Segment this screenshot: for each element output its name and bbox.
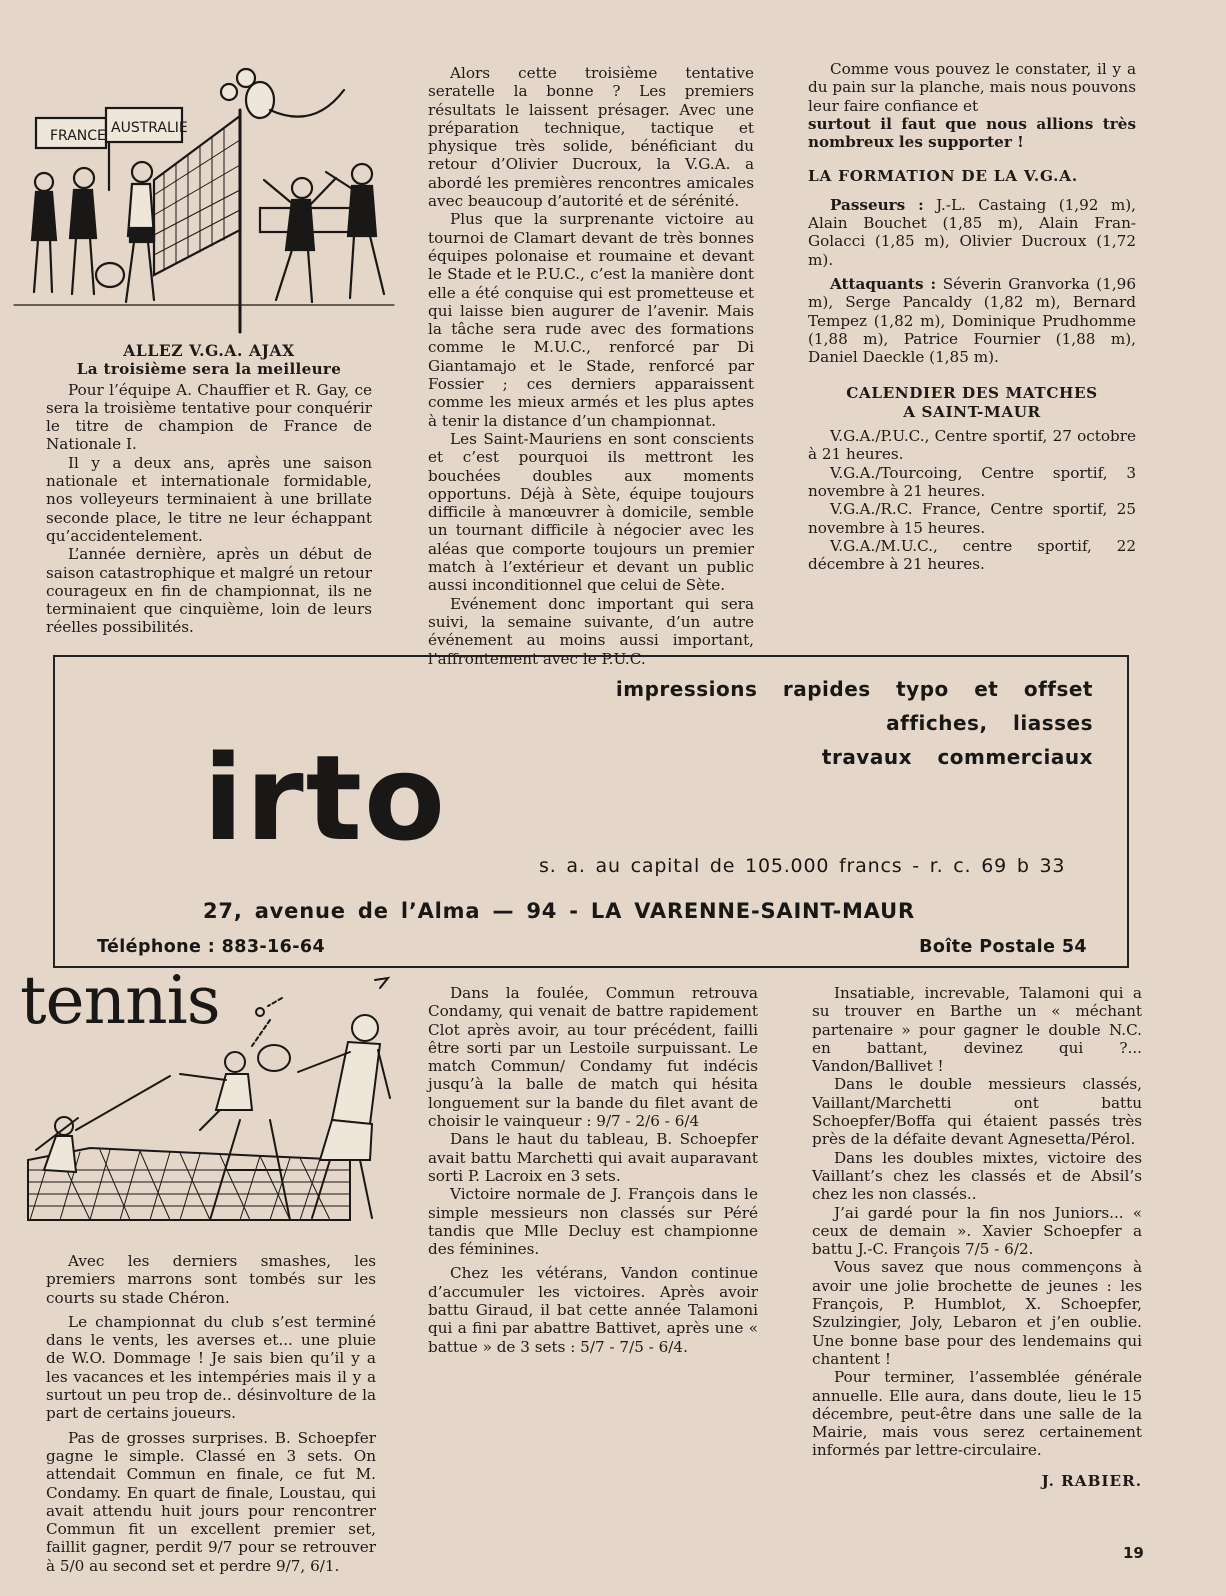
calendar-match: V.G.A./P.U.C., Centre sportif, 27 octobre à 21 heures. bbox=[808, 427, 1136, 464]
ad-phone: Téléphone : 883-16-64 bbox=[97, 937, 326, 957]
tennis-paragraph: Chez les vétérans, Vandon continue d’accumuler les victoires. Après avoir battu Giraud, il bat cette année Talamoni qui a fini par abattre Battivet, après une « battue » de 3 sets : 5/7 - 7/5 - 6/4. bbox=[428, 1264, 758, 1356]
volley-paragraph: L’année dernière, après un début de saison catastrophique et malgré un retour courageux en fin de championnat, ils ne terminaient que cinquième, loin de leurs réelles possibilités. bbox=[46, 545, 372, 637]
tennis-paragraph: Dans le double messieurs classés, Vaillant/Marchetti ont battu Schoepfer/Boffa qui étaient passés très près de la défaite devant Agnesetta/Pérol. bbox=[812, 1075, 1142, 1149]
ad-line-affiches: affiches, liasses bbox=[886, 711, 1093, 735]
volley-paragraph: Comme vous pouvez le constater, il y a du pain sur la planche, mais nous pouvons leur faire confiance et bbox=[808, 60, 1136, 115]
volley-paragraph: Les Saint-Mauriens en sont conscients et c’est pourquoi ils mettront les bouchées doubles aux moments opportuns. Déjà à Sète, équipe toujours difficile à manœuvrer à domicile, semble un tournant difficile à négocier avec les aléas que comporte toujours un premier match à l’extérieur et devant un public aussi inconditionnel que celui de Sète. bbox=[428, 429, 754, 595]
attaquants-list: Séverin Granvorka (1,96 m), Serge Pancaldy (1,82 m), Bernard Tempez (1,82 m), Dominique Prudhomme (1,88 m), Patrice Fournier (1,88 m), Daniel Daeckle (1,85 m). bbox=[808, 274, 1136, 367]
sign-australie-label: AUSTRALIE bbox=[111, 120, 188, 136]
tennis-paragraph: J’ai gardé pour la fin nos Juniors... « ceux de demain ». Xavier Schoepfer a battu J.-C. François 7/5 - 6/2. bbox=[812, 1203, 1142, 1259]
attaquants-label: Attaquants : bbox=[830, 274, 937, 293]
tennis-paragraph: Avec les derniers smashes, les premiers marrons sont tombés sur les courts su stade Chéron. bbox=[46, 1252, 376, 1307]
tennis-signature: J. RABIER. bbox=[1041, 1471, 1142, 1490]
ad-brand-logo: irto bbox=[203, 729, 448, 867]
tennis-paragraph: Insatiable, increvable, Talamoni qui a su trouver en Barthe un « méchant partenaire » pour gagner le double N.C. en battant, devinez qui ?... Vandon/Ballivet ! bbox=[812, 984, 1142, 1076]
tennis-paragraph: Pour terminer, l’assemblée générale annuelle. Elle aura, dans doute, lieu le 15 décembre, peut-être dans une salle de la Mairie, mais vous serez certainement informés par lettre-circulaire. bbox=[812, 1368, 1142, 1460]
volleyball-cartoon-drawing bbox=[14, 60, 394, 342]
volley-article-column-3 bbox=[808, 60, 1136, 573]
tennis-article-column-3 bbox=[812, 984, 1142, 1490]
formation-passeurs bbox=[808, 196, 1136, 269]
ad-line-travaux: travaux commerciaux bbox=[821, 745, 1093, 769]
calendar-match: V.G.A./M.U.C., centre sportif, 22 décembre à 21 heures. bbox=[808, 536, 1136, 574]
tennis-paragraph: Victoire normale de J. François dans le simple messieurs non classés sur Péré tandis que Mlle Decluy est championne des féminines. bbox=[428, 1185, 758, 1259]
tennis-paragraph: Pas de grosses surprises. B. Schoepfer gagne le simple. Classé en 3 sets. On attendait Commun en finale, ce fut M. Condamy. En quart de finale, Loustau, qui avait attendu huit jours pour rencontrer Commun fit un excellent premier set, faillit gagner, perdit 9/7 pour se retrouver à 5/0 au second set et perdre 9/7, 6/1. bbox=[46, 1428, 376, 1575]
sign-france-label: FRANCE bbox=[50, 128, 106, 144]
tennis-section-title: tennis bbox=[20, 962, 220, 1039]
page-number: 19 bbox=[1123, 1544, 1144, 1562]
ad-line-impressions: impressions rapides typo et offset bbox=[615, 677, 1093, 701]
tennis-article-column-2 bbox=[428, 984, 758, 1356]
calendar-subheading: A SAINT-MAUR bbox=[903, 402, 1041, 421]
volley-appeal: surtout il faut que nous allions très nombreux les supporter ! bbox=[808, 114, 1136, 152]
calendar-heading: CALENDIER DES MATCHES bbox=[846, 384, 1098, 403]
tennis-cartoon-drawing bbox=[20, 980, 410, 1242]
passeurs-list: J.-L. Castaing (1,92 m), Alain Bouchet (1,85 m), Alain Fran-Golacci (1,85 m), Olivier Ducroux (1,72 m). bbox=[808, 195, 1137, 269]
volley-article-column-2 bbox=[428, 64, 754, 668]
volley-paragraph: Pour l’équipe A. Chauffier et R. Gay, ce sera la troisième tentative pour conquérir le titre de champion de France de Nationale I. bbox=[46, 380, 372, 454]
calendar-match: V.G.A./R.C. France, Centre sportif, 25 novembre à 15 heures. bbox=[808, 500, 1136, 537]
volley-paragraph: Alors cette troisième tentative seratelle la bonne ? Les premiers résultats le laissent présager. Avec une préparation technique, tactique et physique très solide, bénéficiant du retour d’Olivier Ducroux, la V.G.A. a abordé les premières rencontres amicales avec beaucoup d’autorité et de sérénité. bbox=[428, 64, 754, 211]
volley-article-title: ALLEZ V.G.A. AJAX bbox=[123, 341, 295, 360]
ad-capital: s. a. au capital de 105.000 francs - r. c. 69 b 33 bbox=[539, 855, 1066, 877]
tennis-paragraph: Dans les doubles mixtes, victoire des Vaillant’s chez les classés et de Absil’s chez les non classés.. bbox=[812, 1148, 1142, 1204]
volley-article-column-1 bbox=[46, 342, 372, 637]
calendar-match: V.G.A./Tourcoing, Centre sportif, 3 novembre à 21 heures. bbox=[808, 463, 1136, 500]
volleyball-cartoon bbox=[14, 60, 394, 342]
formation-heading: LA FORMATION DE LA V.G.A. bbox=[808, 167, 1078, 186]
volley-paragraph: Evénement donc important qui sera suivi, la semaine suivante, d’un autre événement au moins aussi important, l’affrontement avec le P.U.C. bbox=[428, 594, 754, 668]
irto-advertisement bbox=[53, 655, 1129, 968]
tennis-paragraph: Vous savez que nous commençons à avoir une jolie brochette de jeunes : les François, P. Humblot, X. Schoepfer, Szulzingier, Joly, Lebaron et j’en oublie. Une bonne base pour des lendemains qui chantent ! bbox=[812, 1258, 1142, 1368]
ad-address: 27, avenue de l’Alma — 94 - LA VARENNE-SAINT-MAUR bbox=[203, 899, 915, 923]
passeurs-label: Passeurs : bbox=[830, 195, 924, 214]
volley-paragraph: Plus que la surprenante victoire au tournoi de Clamart devant de très bonnes équipes polonaise et roumaine et devant le Stade et le P.U.C., c’est la manière dont elle a été conquise qui est prometteuse et qui laisse bien augurer de l’avenir. Mais la tâche sera rude avec des formations comme le M.U.C., renforcé par Di Giantamajo et le Stade, renforcé par Fossier ; ces derniers apparaissent comme les mieux armés et les plus aptes à tenir la distance d’un championnat. bbox=[428, 210, 754, 430]
tennis-paragraph: Dans la foulée, Commun retrouva Condamy, qui venait de battre rapidement Clot après avoir, au tour précédent, failli être sorti par un Lestoile surpuissant. Le match Commun/ Condamy fut indécis jusqu’à la balle de match qui hésita longuement sur la bande du filet avant de choisir le vainqueur : 9/7 - 2/6 - 6/4 bbox=[428, 984, 758, 1131]
volley-paragraph: Il y a deux ans, après une saison nationale et internationale formidable, nos volleyeurs terminaient à une brillate seconde place, le titre ne leur échappant qu’accidentelement. bbox=[46, 453, 372, 545]
ad-po-box: Boîte Postale 54 bbox=[919, 937, 1087, 957]
formation-attaquants bbox=[808, 275, 1136, 366]
tennis-cartoon bbox=[20, 980, 410, 1242]
tennis-paragraph: Le championnat du club s’est terminé dans le vents, les averses et... une pluie de W.O. Dommage ! Je sais bien qu’il y a les vacances et les intempéries mais il y a surtout un peu trop de.. désinvolture de la part de certains joueurs. bbox=[46, 1312, 376, 1423]
volley-article-subtitle: La troisième sera la meilleure bbox=[76, 360, 342, 379]
tennis-paragraph: Dans le haut du tableau, B. Schoepfer avait battu Marchetti qui avait auparavant sorti P. Lacroix en 3 sets. bbox=[428, 1130, 758, 1185]
tennis-article-column-1 bbox=[46, 1252, 376, 1575]
